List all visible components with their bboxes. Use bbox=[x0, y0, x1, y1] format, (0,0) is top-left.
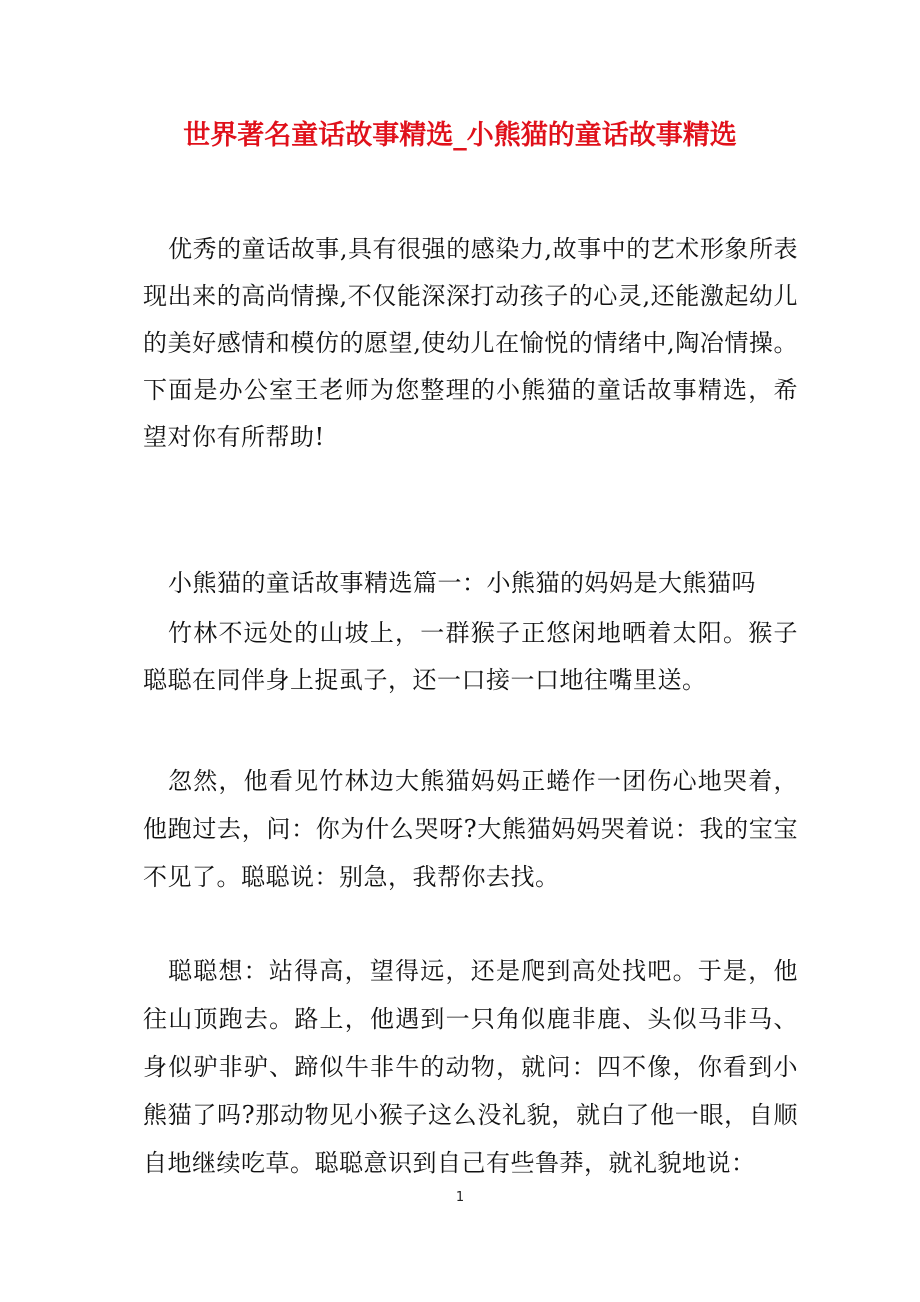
intro-paragraph: 优秀的童话故事,具有很强的感染力,故事中的艺术形象所表现出来的高尚情操,不仅能深深打动孩子的心灵,还能激起幼儿的美好感情和模仿的愿望,使幼儿在愉悦的情绪中,陶冶情操。下面是办公室王老师为您整理的小熊猫的童话故事精选，希望对你有所帮助! bbox=[143, 235, 798, 451]
story-paragraph-2: 忽然，他看见竹林边大熊猫妈妈正蜷作一团伤心地哭着，他跑过去，问：你为什么哭呀?大熊猫妈妈哭着说：我的宝宝不见了。聪聪说：别急，我帮你去找。 bbox=[143, 767, 798, 891]
page-number: 1 bbox=[455, 1190, 465, 1205]
section-heading: 小熊猫的童话故事精选篇一：小熊猫的妈妈是大熊猫吗 bbox=[168, 569, 756, 597]
document-title: 世界著名童话故事精选_小熊猫的童话故事精选 bbox=[183, 120, 737, 151]
story-paragraph-1: 竹林不远处的山坡上，一群猴子正悠闲地晒着太阳。猴子聪聪在同伴身上捉虱子，还一口接一口地往嘴里送。 bbox=[143, 619, 798, 694]
story-paragraph-3: 聪聪想：站得高，望得远，还是爬到高处找吧。于是，他往山顶跑去。路上，他遇到一只角似鹿非鹿、头似马非马、身似驴非驴、蹄似牛非牛的动物，就问：四不像，你看到小熊猫了吗?那动物见小猴子这么没礼貌，就白了他一眼，自顺自地继续吃草。聪聪意识到自己有些鲁莽，就礼貌地说： bbox=[143, 957, 798, 1177]
